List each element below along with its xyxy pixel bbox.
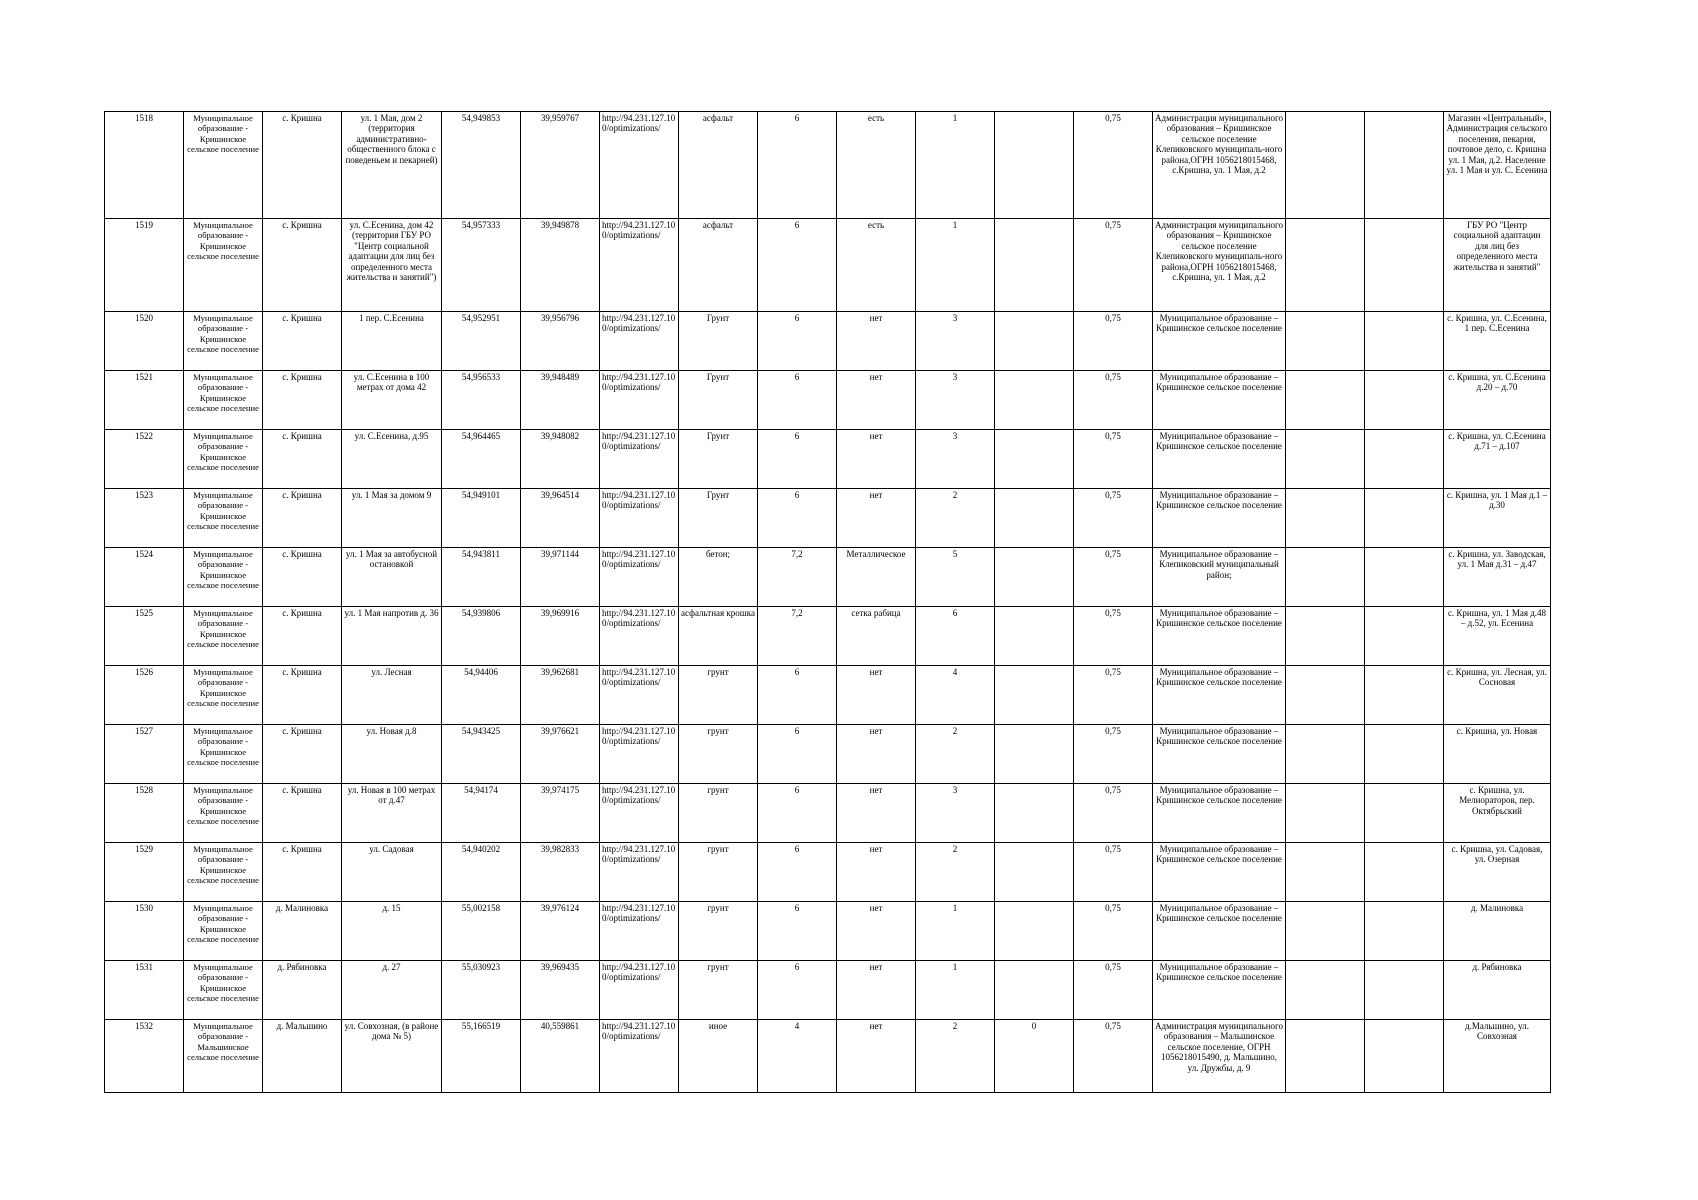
volume-cell: 0,75 [1074,1020,1153,1093]
fence-cell: нет [837,1020,916,1093]
owner-cell: Муниципальное образование – Кришинское сельское поселение [1153,666,1286,725]
municipality-cell: Муниципальное образование - Кришинское сельское поселение [184,548,263,607]
area-cell: 6 [758,430,837,489]
latitude-cell: 55,030923 [442,961,521,1020]
volume-cell: 0,75 [1074,219,1153,312]
address-cell: ул. Лесная [342,666,442,725]
volume-cell: 0,75 [1074,312,1153,371]
container-count-cell: 3 [916,784,995,843]
extra-cell-2 [1365,430,1444,489]
extra-cell [1286,666,1365,725]
area-cell: 6 [758,961,837,1020]
extra-cell-2 [1365,489,1444,548]
owner-cell: Муниципальное образование – Кришинское сельское поселение [1153,607,1286,666]
volume-cell: 0,75 [1074,961,1153,1020]
extra-cell-2 [1365,219,1444,312]
settlement-cell: с. Кришна [263,219,342,312]
latitude-cell: 55,166519 [442,1020,521,1093]
area-cell: 6 [758,843,837,902]
address-cell: ул. Новая в 100 метрах от д.47 [342,784,442,843]
settlement-cell: с. Кришна [263,548,342,607]
row-number-cell: 1521 [105,371,184,430]
longitude-cell: 39,969435 [521,961,600,1020]
table-row [105,902,1551,961]
table-row [105,784,1551,843]
waste-sources-cell: Магазин «Центральный», Администрация сельского поселения, пекарня, почтовое дело, с. Кришна ул. 1 Мая, д.2. Население ул. 1 Мая и ул. С. Есенина [1444,112,1551,219]
settlement-cell: д. Мальшино [263,1020,342,1093]
extra-cell-2 [1365,1020,1444,1093]
row-number-cell: 1529 [105,843,184,902]
waste-sites-table [104,111,1551,1093]
longitude-cell: 39,982833 [521,843,600,902]
waste-sources-cell: с. Кришна, ул. 1 Мая д.1 – д.30 [1444,489,1551,548]
area-cell: 6 [758,112,837,219]
extra-cell [1286,312,1365,371]
longitude-cell: 39,959767 [521,112,600,219]
municipality-cell: Муниципальное образование - Кришинское сельское поселение [184,902,263,961]
bunker-count-cell [995,371,1074,430]
table-row [105,548,1551,607]
map-link-cell: http://94.231.127.100/optimizations/ [600,219,679,312]
settlement-cell: с. Кришна [263,371,342,430]
latitude-cell: 54,956533 [442,371,521,430]
table-row [105,607,1551,666]
extra-cell-2 [1365,312,1444,371]
map-link-cell: http://94.231.127.100/optimizations/ [600,489,679,548]
extra-cell-2 [1365,902,1444,961]
municipality-cell: Муниципальное образование - Кришинское сельское поселение [184,430,263,489]
row-number-cell: 1522 [105,430,184,489]
area-cell: 6 [758,902,837,961]
owner-cell: Муниципальное образование – Кришинское сельское поселение [1153,371,1286,430]
area-cell: 6 [758,784,837,843]
row-number-cell: 1531 [105,961,184,1020]
bunker-count-cell [995,902,1074,961]
latitude-cell: 54,943425 [442,725,521,784]
settlement-cell: с. Кришна [263,843,342,902]
longitude-cell: 39,962681 [521,666,600,725]
longitude-cell: 39,964514 [521,489,600,548]
map-link-cell: http://94.231.127.100/optimizations/ [600,902,679,961]
surface-cell: бетон; [679,548,758,607]
municipality-cell: Муниципальное образование - Кришинское сельское поселение [184,725,263,784]
extra-cell [1286,219,1365,312]
address-cell: ул. 1 Мая за домом 9 [342,489,442,548]
settlement-cell: с. Кришна [263,112,342,219]
surface-cell: грунт [679,902,758,961]
latitude-cell: 54,957333 [442,219,521,312]
extra-cell [1286,489,1365,548]
fence-cell: нет [837,725,916,784]
owner-cell: Муниципальное образование – Кришинское сельское поселение [1153,312,1286,371]
container-count-cell: 1 [916,112,995,219]
address-cell: 1 пер. С.Есенина [342,312,442,371]
settlement-cell: с. Кришна [263,666,342,725]
longitude-cell: 39,976124 [521,902,600,961]
settlement-cell: д. Рябиновка [263,961,342,1020]
table-row [105,489,1551,548]
fence-cell: нет [837,371,916,430]
row-number-cell: 1528 [105,784,184,843]
area-cell: 6 [758,666,837,725]
extra-cell [1286,1020,1365,1093]
extra-cell [1286,784,1365,843]
municipality-cell: Муниципальное образование - Кришинское сельское поселение [184,961,263,1020]
row-number-cell: 1526 [105,666,184,725]
surface-cell: асфальт [679,219,758,312]
extra-cell-2 [1365,725,1444,784]
fence-cell: есть [837,219,916,312]
fence-cell: Металлическое [837,548,916,607]
surface-cell: асфальт [679,112,758,219]
bunker-count-cell [995,843,1074,902]
container-count-cell: 2 [916,843,995,902]
fence-cell: нет [837,666,916,725]
waste-sources-cell: с. Кришна, ул. С.Есенина д.20 – д.70 [1444,371,1551,430]
fence-cell: нет [837,784,916,843]
latitude-cell: 54,94174 [442,784,521,843]
municipality-cell: Муниципальное образование - Кришинское сельское поселение [184,843,263,902]
volume-cell: 0,75 [1074,548,1153,607]
extra-cell-2 [1365,666,1444,725]
owner-cell: Муниципальное образование – Кришинское сельское поселение [1153,961,1286,1020]
extra-cell [1286,371,1365,430]
table-row [105,961,1551,1020]
waste-sources-cell: с. Кришна, ул. Мелиораторов, пер. Октябрьский [1444,784,1551,843]
bunker-count-cell [995,666,1074,725]
surface-cell: Грунт [679,489,758,548]
settlement-cell: с. Кришна [263,784,342,843]
row-number-cell: 1532 [105,1020,184,1093]
table-row [105,725,1551,784]
surface-cell: асфальтная крошка [679,607,758,666]
container-count-cell: 1 [916,961,995,1020]
map-link-cell: http://94.231.127.100/optimizations/ [600,112,679,219]
bunker-count-cell: 0 [995,1020,1074,1093]
municipality-cell: Муниципальное образование - Кришинское сельское поселение [184,312,263,371]
waste-sources-cell: с. Кришна, ул. С.Есенина д.71 – д.107 [1444,430,1551,489]
waste-sources-cell: д. Малиновка [1444,902,1551,961]
fence-cell: есть [837,112,916,219]
address-cell: ул. С.Есенина, д.95 [342,430,442,489]
fence-cell: нет [837,430,916,489]
map-link-cell: http://94.231.127.100/optimizations/ [600,725,679,784]
waste-sources-cell: с. Кришна, ул. Лесная, ул. Сосновая [1444,666,1551,725]
address-cell: д. 27 [342,961,442,1020]
map-link-cell: http://94.231.127.100/optimizations/ [600,607,679,666]
container-count-cell: 2 [916,489,995,548]
waste-sources-cell: с. Кришна, ул. Заводская, ул. 1 Мая д.31 – д.47 [1444,548,1551,607]
municipality-cell: Муниципальное образование - Кришинское сельское поселение [184,489,263,548]
latitude-cell: 54,949101 [442,489,521,548]
row-number-cell: 1525 [105,607,184,666]
volume-cell: 0,75 [1074,902,1153,961]
latitude-cell: 55,002158 [442,902,521,961]
row-number-cell: 1527 [105,725,184,784]
municipality-cell: Муниципальное образование - Кришинское сельское поселение [184,112,263,219]
area-cell: 6 [758,371,837,430]
fence-cell: нет [837,843,916,902]
longitude-cell: 39,948489 [521,371,600,430]
owner-cell: Муниципальное образование – Кришинское сельское поселение [1153,902,1286,961]
fence-cell: нет [837,961,916,1020]
table-row [105,312,1551,371]
extra-cell [1286,725,1365,784]
bunker-count-cell [995,312,1074,371]
surface-cell: Грунт [679,430,758,489]
address-cell: ул. Новая д.8 [342,725,442,784]
area-cell: 6 [758,489,837,548]
map-link-cell: http://94.231.127.100/optimizations/ [600,784,679,843]
surface-cell: грунт [679,961,758,1020]
map-link-cell: http://94.231.127.100/optimizations/ [600,843,679,902]
municipality-cell: Муниципальное образование - Кришинское сельское поселение [184,371,263,430]
extra-cell [1286,430,1365,489]
waste-sources-cell: с. Кришна, ул. 1 Мая д.48 – д.52, ул. Есенина [1444,607,1551,666]
extra-cell [1286,548,1365,607]
bunker-count-cell [995,548,1074,607]
settlement-cell: с. Кришна [263,489,342,548]
extra-cell-2 [1365,961,1444,1020]
row-number-cell: 1523 [105,489,184,548]
waste-sources-cell: д.Мальшино, ул. Совхозная [1444,1020,1551,1093]
volume-cell: 0,75 [1074,371,1153,430]
settlement-cell: д. Малиновка [263,902,342,961]
volume-cell: 0,75 [1074,784,1153,843]
bunker-count-cell [995,725,1074,784]
table-row [105,843,1551,902]
municipality-cell: Муниципальное образование - Кришинское сельское поселение [184,666,263,725]
longitude-cell: 39,974175 [521,784,600,843]
map-link-cell: http://94.231.127.100/optimizations/ [600,961,679,1020]
address-cell: ул. С.Есенина в 100 метрах от дома 42 [342,371,442,430]
volume-cell: 0,75 [1074,666,1153,725]
waste-sources-cell: с. Кришна, ул. С.Есенина, 1 пер. С.Есенина [1444,312,1551,371]
registry-sheet [104,111,1551,1093]
latitude-cell: 54,94406 [442,666,521,725]
bunker-count-cell [995,961,1074,1020]
bunker-count-cell [995,489,1074,548]
fence-cell: нет [837,489,916,548]
table-row [105,666,1551,725]
volume-cell: 0,75 [1074,725,1153,784]
container-count-cell: 2 [916,725,995,784]
surface-cell: Грунт [679,312,758,371]
address-cell: д. 15 [342,902,442,961]
longitude-cell: 39,956796 [521,312,600,371]
address-cell: ул. Садовая [342,843,442,902]
map-link-cell: http://94.231.127.100/optimizations/ [600,666,679,725]
row-number-cell: 1520 [105,312,184,371]
table-row [105,371,1551,430]
map-link-cell: http://94.231.127.100/optimizations/ [600,548,679,607]
volume-cell: 0,75 [1074,489,1153,548]
bunker-count-cell [995,607,1074,666]
container-count-cell: 5 [916,548,995,607]
volume-cell: 0,75 [1074,112,1153,219]
bunker-count-cell [995,219,1074,312]
area-cell: 6 [758,725,837,784]
surface-cell: грунт [679,725,758,784]
address-cell: ул. С.Есенина, дом 42 (территория ГБУ РО "Центр социальной адаптации для лиц без определенного места жительства и занятий") [342,219,442,312]
row-number-cell: 1519 [105,219,184,312]
longitude-cell: 40,559861 [521,1020,600,1093]
latitude-cell: 54,940202 [442,843,521,902]
surface-cell: грунт [679,666,758,725]
owner-cell: Администрация муниципального образования – Мальшинское сельское поселение, ОГРН 1056218015490, д. Мальшино, ул. Дружбы, д. 9 [1153,1020,1286,1093]
extra-cell-2 [1365,112,1444,219]
owner-cell: Администрация муниципального образования – Кришинское сельское поселение Клепиковского муниципаль-ного района,ОГРН 1056218015468, с.Кришна, ул. 1 Мая, д.2 [1153,219,1286,312]
waste-sources-cell: с. Кришна, ул. Садовая, ул. Озерная [1444,843,1551,902]
bunker-count-cell [995,784,1074,843]
extra-cell [1286,843,1365,902]
surface-cell: иное [679,1020,758,1093]
surface-cell: Грунт [679,371,758,430]
table-row [105,219,1551,312]
surface-cell: грунт [679,784,758,843]
settlement-cell: с. Кришна [263,430,342,489]
container-count-cell: 1 [916,219,995,312]
latitude-cell: 54,949853 [442,112,521,219]
settlement-cell: с. Кришна [263,312,342,371]
container-count-cell: 4 [916,666,995,725]
latitude-cell: 54,939806 [442,607,521,666]
map-link-cell: http://94.231.127.100/optimizations/ [600,430,679,489]
settlement-cell: с. Кришна [263,607,342,666]
area-cell: 6 [758,312,837,371]
fence-cell: сетка рабица [837,607,916,666]
longitude-cell: 39,976621 [521,725,600,784]
area-cell: 6 [758,219,837,312]
latitude-cell: 54,964465 [442,430,521,489]
municipality-cell: Муниципальное образование - Кришинское сельское поселение [184,607,263,666]
area-cell: 7,2 [758,607,837,666]
volume-cell: 0,75 [1074,430,1153,489]
municipality-cell: Муниципальное образование - Кришинское сельское поселение [184,784,263,843]
container-count-cell: 1 [916,902,995,961]
waste-sources-cell: ГБУ РО "Центр социальной адаптации для лиц без определенного места жительства и занятий" [1444,219,1551,312]
extra-cell-2 [1365,371,1444,430]
extra-cell [1286,902,1365,961]
longitude-cell: 39,971144 [521,548,600,607]
table-row [105,430,1551,489]
extra-cell [1286,961,1365,1020]
owner-cell: Муниципальное образование – Кришинское сельское поселение [1153,725,1286,784]
municipality-cell: Муниципальное образование - Мальшинское сельское поселение [184,1020,263,1093]
container-count-cell: 3 [916,371,995,430]
longitude-cell: 39,949878 [521,219,600,312]
row-number-cell: 1524 [105,548,184,607]
longitude-cell: 39,948082 [521,430,600,489]
extra-cell [1286,112,1365,219]
owner-cell: Муниципальное образование – Кришинское сельское поселение [1153,489,1286,548]
surface-cell: грунт [679,843,758,902]
municipality-cell: Муниципальное образование - Кришинское сельское поселение [184,219,263,312]
container-count-cell: 2 [916,1020,995,1093]
volume-cell: 0,75 [1074,843,1153,902]
container-count-cell: 6 [916,607,995,666]
latitude-cell: 54,952951 [442,312,521,371]
owner-cell: Муниципальное образование – Кришинское сельское поселение [1153,784,1286,843]
row-number-cell: 1530 [105,902,184,961]
container-count-cell: 3 [916,312,995,371]
waste-sources-cell: д. Рябиновка [1444,961,1551,1020]
map-link-cell: http://94.231.127.100/optimizations/ [600,371,679,430]
longitude-cell: 39,969916 [521,607,600,666]
table-row [105,1020,1551,1093]
waste-sources-cell: с. Кришна, ул. Новая [1444,725,1551,784]
extra-cell-2 [1365,843,1444,902]
owner-cell: Муниципальное образование – Кришинское сельское поселение [1153,843,1286,902]
settlement-cell: с. Кришна [263,725,342,784]
address-cell: ул. Совхозная, (в районе дома № 5) [342,1020,442,1093]
volume-cell: 0,75 [1074,607,1153,666]
address-cell: ул. 1 Мая за автобусной остановкой [342,548,442,607]
map-link-cell: http://94.231.127.100/optimizations/ [600,312,679,371]
owner-cell: Муниципальное образование – Кришинское сельское поселение [1153,430,1286,489]
latitude-cell: 54,943811 [442,548,521,607]
extra-cell-2 [1365,548,1444,607]
bunker-count-cell [995,112,1074,219]
area-cell: 4 [758,1020,837,1093]
map-link-cell: http://94.231.127.100/optimizations/ [600,1020,679,1093]
extra-cell-2 [1365,607,1444,666]
extra-cell [1286,607,1365,666]
address-cell: ул. 1 Мая напротив д. 36 [342,607,442,666]
fence-cell: нет [837,312,916,371]
owner-cell: Муниципальное образование – Клепиковский муниципальный район; [1153,548,1286,607]
owner-cell: Администрация муниципального образования – Кришинское сельское поселение Клепиковского муниципаль-ного района,ОГРН 1056218015468, с.Кришна, ул. 1 Мая, д.2 [1153,112,1286,219]
row-number-cell: 1518 [105,112,184,219]
fence-cell: нет [837,902,916,961]
container-count-cell: 3 [916,430,995,489]
extra-cell-2 [1365,784,1444,843]
table-row [105,112,1551,219]
bunker-count-cell [995,430,1074,489]
address-cell: ул. 1 Мая, дом 2 (территория административно-общественного блока с поведеньем и пекарней) [342,112,442,219]
area-cell: 7,2 [758,548,837,607]
